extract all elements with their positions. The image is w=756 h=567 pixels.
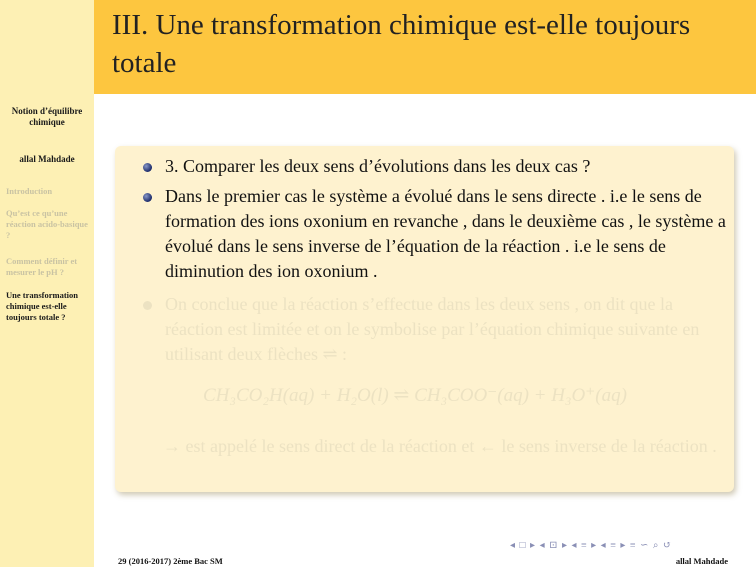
bullet-icon	[143, 301, 152, 310]
footer-author: allal Mahdade	[675, 556, 728, 566]
bullet-3-text: On conclue que la réaction s’effectue dans les deux sens , on dit que la réaction est limitée et on le symbolise par l’équation chimique suivante en utilisant deux flèches ⇌ :	[165, 294, 700, 364]
bullet-1	[165, 154, 725, 179]
slide-header	[94, 0, 756, 94]
sidebar-item-transformation-totale[interactable]: Une transformation chimique est-elle toujours totale ?	[6, 290, 79, 322]
content-block	[115, 146, 734, 492]
reaction-equation: CH₃CO₂H(aq) + H₂O(l) ⇌ CH₃COO⁻(aq) + H₃O⁺(aq)	[203, 385, 627, 406]
bullet-1-text: 3. Comparer les deux sens d’évolutions dans les deux cas ?	[165, 156, 591, 176]
sidebar-title[interactable]: Notion d’équilibre chimique	[11, 106, 83, 127]
sidebar	[0, 0, 94, 567]
bullet-2-text: Dans le premier cas le système a évolué dans le sens directe . i.e le sens de formation des ions oxonium en revanche , dans le deuxième cas , le système a évolué dans le sens inverse de l’équation de la réaction . i.e le sens de diminution des ion oxonium .	[165, 186, 726, 281]
sidebar-item-mesurer-ph[interactable]: Comment définir et mesurer le pH ?	[6, 256, 78, 277]
sidebar-author[interactable]: allal Mahdade	[19, 154, 75, 164]
direction-note: → est appelé le sens direct de la réaction et ← le sens inverse de la réaction .	[163, 436, 717, 456]
bullet-icon	[143, 193, 152, 202]
bullet-3	[165, 292, 725, 367]
bullet-2	[165, 184, 730, 284]
beamer-navigation[interactable]: ◂ □ ▸ ◂ ⊡ ▸ ◂ ≡ ▸ ◂ ≡ ▸ ≡ ∽ ⌕ ↺	[510, 540, 673, 551]
slide-title: III. Une transformation chimique est-elle toujours totale	[112, 9, 691, 79]
sidebar-item-introduction[interactable]: Introduction	[6, 186, 53, 196]
sidebar-item-reaction-acido-basique[interactable]: Qu’est ce qu’une réaction acido-basique ?	[6, 208, 88, 240]
footer-slide-info: 29 (2016-2017) 2ème Bac SM	[118, 556, 223, 566]
bullet-icon	[143, 163, 152, 172]
